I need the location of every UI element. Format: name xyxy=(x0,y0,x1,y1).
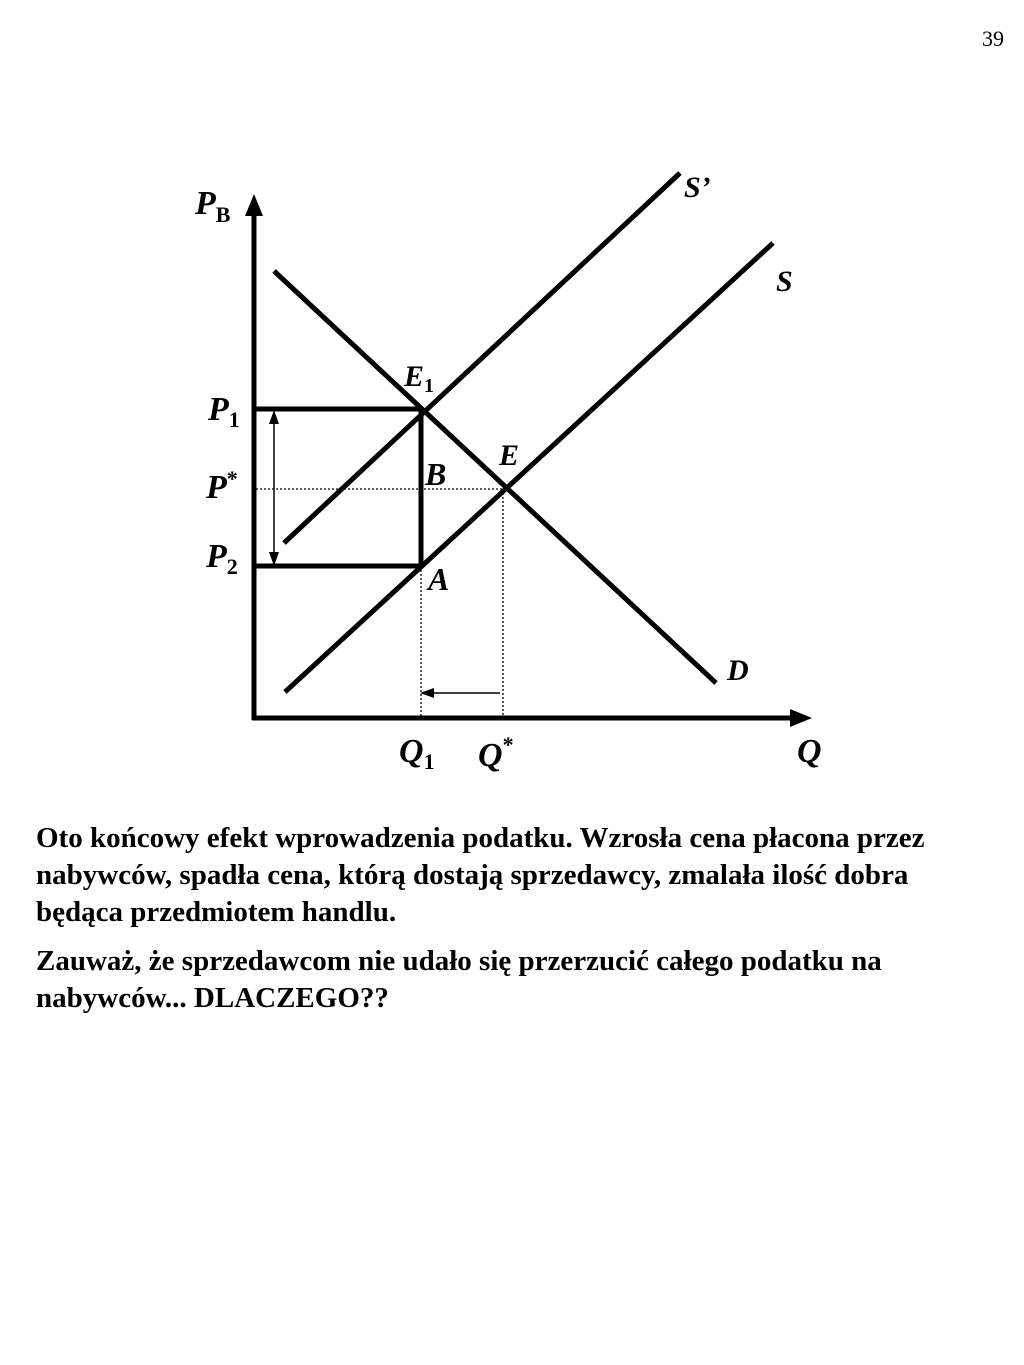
supply-shifted-label: S’ xyxy=(684,171,711,204)
supply-label: S xyxy=(776,265,793,298)
supply-shifted-curve xyxy=(284,173,680,543)
explanation-text xyxy=(36,820,1001,1029)
demand-label: D xyxy=(727,654,749,687)
paragraph-2: Zauważ, że sprzedawcom nie udało się przerzucić całego podatku na nabywców... DLACZEGO?? xyxy=(36,945,882,1014)
point-a-label: A xyxy=(428,561,450,597)
demand-curve xyxy=(274,271,716,683)
point-e-label: E xyxy=(499,439,520,472)
point-b-label: B xyxy=(425,456,447,492)
quantity-shift-arrow-icon xyxy=(420,688,434,698)
paragraph-1: Oto końcowy efekt wprowadzenia podatku. Wzrosła cena płacona przez nabywców, spadła cena, którą dostają sprzedawcy, zmalała ilość dobra będąca przedmiotem handlu. xyxy=(36,822,925,928)
x-axis-label: Q xyxy=(797,733,822,770)
x-axis-arrow-icon xyxy=(790,709,812,727)
price-p1-label: $P_1$ xyxy=(208,391,240,432)
point-e1-label: $E_1$ xyxy=(404,360,435,397)
price-pstar-label: P* xyxy=(206,466,238,506)
supply-curve xyxy=(285,243,773,692)
quantity-q1-label: $Q_1$ xyxy=(399,733,435,774)
quantity-qstar-label: Q* xyxy=(478,732,514,774)
tax-arrow-up-icon xyxy=(269,410,279,424)
y-axis-arrow-icon xyxy=(245,194,263,216)
y-axis-label: $P_B$ xyxy=(195,185,231,227)
page-number: 39 xyxy=(982,26,1004,51)
price-p2-label: $P_2$ xyxy=(206,538,238,579)
